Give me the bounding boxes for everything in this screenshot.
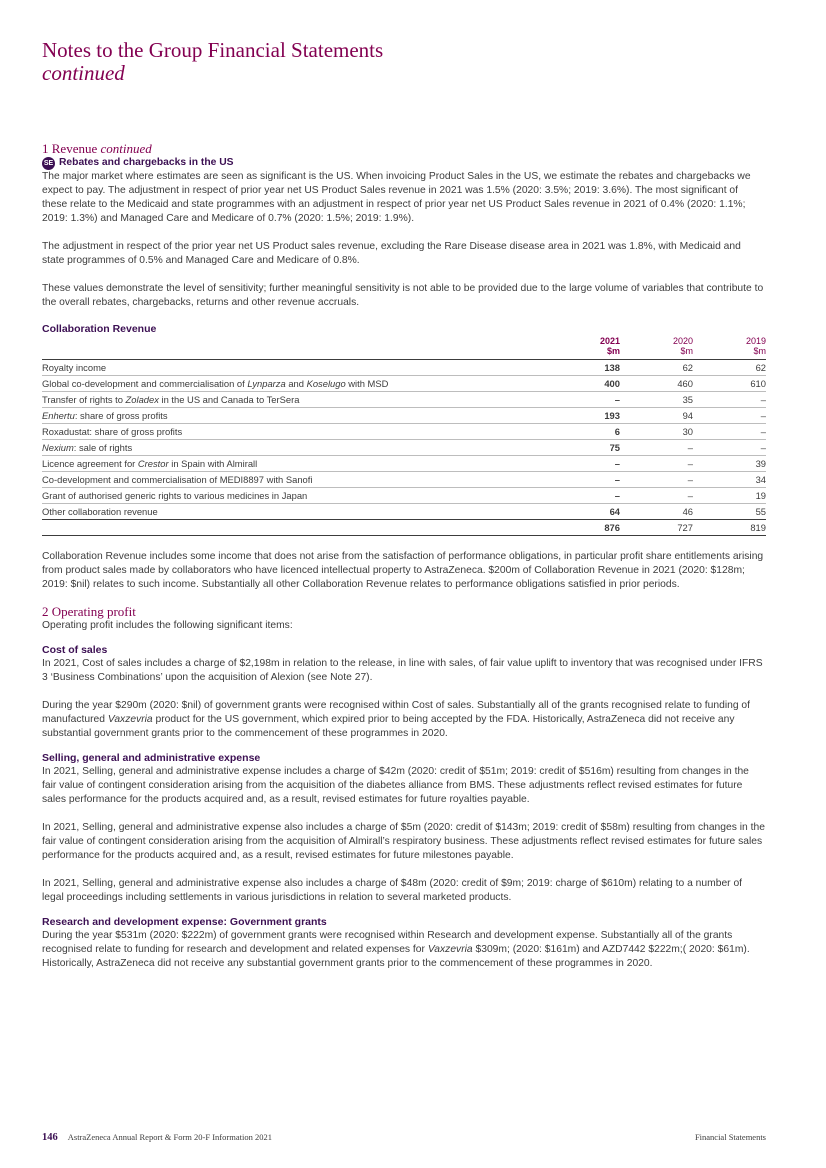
sga-paragraph-2: In 2021, Selling, general and administrative expense also includes a charge of $5m (2020: credit of $143m; 2019: credit of $58m) resulting from changes in the fair value of contingent consideration arising from the acquisition of Almirall’s respiratory business. These adjustments reflect revised estimates for future sales performance for the products acquired and, as a result, revised estimates for future milestones payable. <box>42 822 765 861</box>
table-header-row <box>42 336 766 360</box>
rebates-subheading-text: Rebates and chargebacks in the US <box>59 157 234 168</box>
collaboration-revenue-heading: Collaboration Revenue <box>42 323 157 335</box>
rebates-paragraph-3: These values demonstrate the level of sensitivity; further meaningful sensitivity is not able to be provided due to the large volume of variables that contribute to the overall rebates, chargebacks, returns and other revenue accruals. <box>42 283 764 308</box>
cell-value: 460 <box>620 376 693 392</box>
table-row <box>42 488 766 504</box>
total-row <box>42 520 766 536</box>
cell-value: 64 <box>547 504 620 520</box>
cell-value: 400 <box>547 376 620 392</box>
cell-value: 30 <box>620 424 693 440</box>
cell-value: 6 <box>547 424 620 440</box>
section-name: Financial Statements <box>694 1132 766 1142</box>
revenue-heading-suffix: continued <box>100 141 152 156</box>
table-row <box>42 376 766 392</box>
table-row <box>42 424 766 440</box>
cell-value: – <box>547 472 620 488</box>
page-number: 146 <box>42 1132 58 1143</box>
row-label: Enhertu: share of gross profits <box>42 408 547 424</box>
cell-value: 55 <box>693 504 766 520</box>
cell-value: – <box>620 488 693 504</box>
page-title: Notes to the Group Financial Statements <box>42 38 384 62</box>
cell-value: – <box>693 392 766 408</box>
cell-value: – <box>620 456 693 472</box>
rd-paragraph: During the year $531m (2020: $222m) of government grants were recognised within Research and development expense. Substantially all of the grants recognised relate to funding for research and development and related expenses for Vaxzevria $309m; (2020: $161m) and AZD7442 $222m;( 2020: $61m). Historically, AstraZeneca did not receive any substantial government grants prior to the commencement of these programmes in 2020. <box>42 930 750 969</box>
operating-profit-intro: Operating profit includes the following significant items: <box>42 620 293 631</box>
cell-value: 62 <box>693 360 766 376</box>
significant-estimate-badge: SE <box>42 157 55 170</box>
table-row <box>42 504 766 520</box>
page-footer <box>42 1130 766 1145</box>
cell-value: – <box>693 440 766 456</box>
cell-value: 610 <box>693 376 766 392</box>
operating-profit-heading: 2 Operating profit <box>42 604 136 619</box>
table-row <box>42 472 766 488</box>
column-header-2020: 2020 $m <box>672 336 693 356</box>
table-row <box>42 392 766 408</box>
sga-paragraph-3: In 2021, Selling, general and administrative expense also includes a charge of $48m (2020: credit of $9m; 2019: charge of $610m) relating to a number of legal proceedings including settlements in various jurisdictions in relation to several marketed products. <box>42 878 743 903</box>
collaboration-revenue-table <box>42 336 766 536</box>
main-content <box>42 141 766 971</box>
cell-value: 46 <box>620 504 693 520</box>
cell-value: – <box>693 424 766 440</box>
table-row <box>42 456 766 472</box>
cell-value: – <box>547 456 620 472</box>
cell-value: – <box>620 440 693 456</box>
row-label: Nexium: sale of rights <box>42 440 547 456</box>
cell-value: 19 <box>693 488 766 504</box>
total-value: 819 <box>693 520 766 536</box>
column-header-2021: 2021 $m <box>599 336 620 356</box>
cell-value: – <box>693 408 766 424</box>
cell-value: 34 <box>693 472 766 488</box>
table-row <box>42 408 766 424</box>
revenue-heading <box>42 141 766 156</box>
table-row <box>42 360 766 376</box>
cell-value: 62 <box>620 360 693 376</box>
row-label: Licence agreement for Crestor in Spain with Almirall <box>42 456 547 472</box>
cell-value: 193 <box>547 408 620 424</box>
row-label: Roxadustat: share of gross profits <box>42 424 547 440</box>
rebates-paragraph-1: The major market where estimates are seen as significant is the US. When invoicing Product Sales in the US, we estimate the rebates and chargebacks we expect to pay. The adjustment in respect of prior year net US Product Sales revenue in 2021 was 1.5% (2020: 3.5%; 2019: 3.6%). The most significant of these relate to the Medicaid and state programmes with an adjustment in respect of prior year net US Product Sales revenue in 2021 of 0.4% (2020: 1.1%; 2019: 1.3%) and Managed Care and Medicare of 0.7% (2020: 1.5%; 2019: 1.9%). <box>42 171 751 224</box>
rd-heading: Research and development expense: Government grants <box>42 916 327 928</box>
cell-value: 35 <box>620 392 693 408</box>
row-label: Global co-development and commercialisation of Lynparza and Koselugo with MSD <box>42 376 547 392</box>
revenue-heading-text: 1 Revenue <box>42 141 98 156</box>
report-name: AstraZeneca Annual Report & Form 20-F Information 2021 <box>67 1132 272 1142</box>
cell-value: – <box>547 392 620 408</box>
cell-value: 39 <box>693 456 766 472</box>
cell-value: – <box>620 472 693 488</box>
row-label: Transfer of rights to Zoladex in the US and Canada to TerSera <box>42 392 547 408</box>
sga-paragraph-1: In 2021, Selling, general and administrative expense includes a charge of $42m (2020: credit of $51m; 2019: credit of $516m) resulting from changes in the fair value of contingent consideration arising from the acquisition of the diabetes alliance from BMS. These adjustments reflect revised estimates for future sales performance for the products acquired and, as a result, revised estimates for future royalties payable. <box>42 766 749 805</box>
sga-heading: Selling, general and administrative expense <box>42 752 261 764</box>
cell-value: – <box>547 488 620 504</box>
table-row <box>42 440 766 456</box>
total-value: 876 <box>547 520 620 536</box>
cell-value: 94 <box>620 408 693 424</box>
column-header-2019: 2019 $m <box>745 336 766 356</box>
cell-value: 138 <box>547 360 620 376</box>
row-label: Co-development and commercialisation of MEDI8897 with Sanofi <box>42 472 547 488</box>
total-value: 727 <box>620 520 693 536</box>
cost-of-sales-heading: Cost of sales <box>42 644 108 656</box>
rebates-paragraph-2: The adjustment in respect of the prior year net US Product sales revenue, excluding the Rare Disease disease area in 2021 was 1.8%, with Medicaid and state programmes of 0.5% and Managed Care and Medicare of 0.8%. <box>42 241 741 266</box>
cell-value: 75 <box>547 440 620 456</box>
page-subtitle: continued <box>42 61 125 85</box>
cost-of-sales-paragraph-2: During the year $290m (2020: $nil) of government grants were recognised within Cost of sales. Substantially all of the grants recognised relate to funding of manufactured Vaxzevria product for the US government, which expired prior to being accepted by the FDA. Historically, AstraZeneca did not receive any substantial government grants prior to the commencement of these programmes in 2020. <box>42 700 751 739</box>
cost-of-sales-paragraph-1: In 2021, Cost of sales includes a charge of $2,198m in relation to the release, in line with sales, of fair value uplift to inventory that was recognised under IFRS 3 ‘Business Combinations’ upon the acquisition of Alexion (see Note 27). <box>42 658 763 683</box>
row-label: Other collaboration revenue <box>42 504 547 520</box>
row-label: Royalty income <box>42 360 547 376</box>
collaboration-revenue-note: Collaboration Revenue includes some income that does not arise from the satisfaction of performance obligations, in particular profit share entitlements arising from product sales made by collaborators who have licenced intellectual property to AstraZeneca. $200m of Collaboration Revenue in 2021 (2020: $128m; 2019: $nil) relates to such income. Substantially all other Collaboration Revenue relates to performance obligations satisfied in prior periods. <box>42 551 764 590</box>
row-label: Grant of authorised generic rights to various medicines in Japan <box>42 488 547 504</box>
rebates-subheading <box>42 156 766 170</box>
